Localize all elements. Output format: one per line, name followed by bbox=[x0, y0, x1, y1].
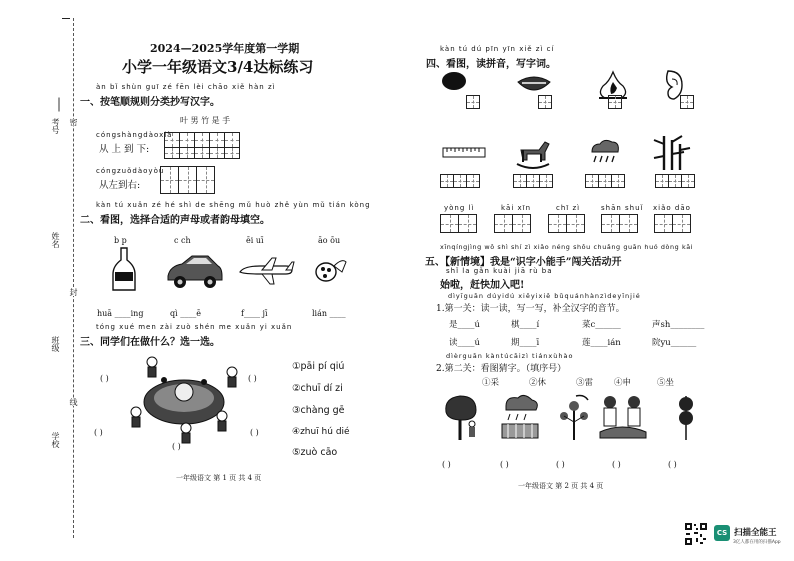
s5-char-5: ⑤坐 bbox=[657, 378, 675, 388]
s5-r2-3[interactable]: 莲____ián bbox=[582, 338, 621, 348]
s5-paren-2[interactable]: ( ) bbox=[500, 460, 509, 469]
s5-paren-3[interactable]: ( ) bbox=[556, 460, 565, 469]
tree-person-image bbox=[442, 392, 482, 442]
s3-option-5: ⑤zuò cāo bbox=[292, 447, 338, 458]
s1-row2-label: 从左到右: bbox=[99, 180, 141, 191]
s4-word-py-1: yòng lì bbox=[444, 204, 475, 212]
ruler-image bbox=[442, 147, 486, 159]
s4-grid-3[interactable] bbox=[608, 95, 621, 109]
s1-row2-pinyin: cóngzuǒdàoyòu bbox=[96, 167, 165, 175]
s5-paren-5[interactable]: ( ) bbox=[668, 460, 677, 469]
s4-word-grid-5[interactable] bbox=[654, 214, 690, 233]
bottle-image bbox=[112, 246, 136, 292]
mark-xian: 线 bbox=[69, 398, 78, 406]
s1-row1-grid[interactable] bbox=[164, 132, 239, 148]
label-xingming: 姓名 bbox=[51, 232, 60, 248]
lotus-root-image bbox=[314, 256, 348, 286]
s2-blank-3[interactable]: f____ jī bbox=[241, 309, 268, 318]
footer-page-2: 一年级语文 第 2 页 共 4 页 bbox=[518, 482, 604, 490]
s4-word-grid-4[interactable] bbox=[601, 214, 637, 233]
s3-paren-3[interactable]: ( ) bbox=[94, 428, 103, 437]
s5-r2-2[interactable]: 期____ī bbox=[511, 338, 540, 348]
s5-pinyin-2: shǐ la gǎn kuài jiā rù ba bbox=[446, 267, 553, 275]
s2-blank-2[interactable]: qì ____ē bbox=[170, 309, 201, 318]
s5-pinyin-1: xīnqíngjìng wǒ shì shí zì xiǎo néng shǒu chuǎng guān huó dòng kāi bbox=[440, 243, 694, 251]
label-banji: 班级 bbox=[51, 336, 60, 352]
airplane-image bbox=[238, 256, 294, 286]
s5-q1-title: 1.第一关：读一读，写一写，补全汉字的音节。 bbox=[436, 304, 625, 314]
binding-line bbox=[73, 18, 74, 538]
rocking-horse-image bbox=[513, 136, 553, 170]
kaohao-line bbox=[59, 98, 60, 112]
exam-title: 小学一年级语文3/4达标练习 bbox=[122, 58, 314, 76]
s4-grid-2[interactable] bbox=[538, 95, 551, 109]
s4-grid-4[interactable] bbox=[680, 95, 693, 109]
camscanner-slogan: 3亿人都在用的扫描App bbox=[733, 540, 781, 545]
rain-field-image bbox=[498, 394, 542, 440]
camscanner-name: 扫描全能王 bbox=[734, 528, 777, 538]
s5-r2-1[interactable]: 读____ú bbox=[449, 338, 480, 348]
s3-paren-2[interactable]: ( ) bbox=[248, 374, 257, 383]
s3-paren-5[interactable]: ( ) bbox=[172, 442, 181, 451]
label-kaohao: 考号 bbox=[51, 118, 60, 134]
bamboo-image bbox=[650, 134, 694, 172]
s5-q2-pinyin: dìèrguān kàntúcāizì tiánxùhào bbox=[446, 352, 574, 360]
s5-char-4: ④申 bbox=[614, 378, 632, 388]
s2-pair-3: ēi uī bbox=[246, 236, 264, 245]
s5-char-1: ①采 bbox=[482, 378, 500, 388]
footer-page-1: 一年级语文 第 1 页 共 4 页 bbox=[176, 474, 262, 482]
s5-char-3: ③雷 bbox=[576, 378, 594, 388]
s1-row1-label: 从 上 到 下: bbox=[99, 144, 150, 155]
s1-row1-pinyin: cóngshàngdàoxià bbox=[96, 131, 173, 139]
s2-pair-1: b p bbox=[114, 236, 127, 245]
car-image bbox=[166, 254, 222, 288]
black-oval-image bbox=[441, 71, 467, 91]
s5-title-1: 五、【新情境】我是“识字小能手”闯关活动开 bbox=[425, 257, 622, 268]
rain-cloud-image bbox=[586, 138, 622, 168]
s3-option-2: ②chuī dí zi bbox=[292, 383, 343, 394]
sitting-kids-image bbox=[598, 392, 648, 442]
s4-grid-6[interactable] bbox=[513, 174, 552, 188]
camscanner-logo-icon: CS bbox=[714, 525, 730, 541]
s4-word-grid-3[interactable] bbox=[548, 214, 584, 233]
s1-row2-grid[interactable] bbox=[160, 166, 214, 194]
s3-option-4: ④zhuī hú dié bbox=[292, 427, 350, 437]
s5-paren-4[interactable]: ( ) bbox=[612, 460, 621, 469]
s1-chars: 叶 男 竹 是 手 bbox=[180, 116, 231, 125]
label-xuexiao: 学校 bbox=[51, 432, 60, 448]
s4-word-py-3: chī zì bbox=[556, 204, 581, 212]
s4-pinyin: kàn tú dú pīn yīn xiě zì cí bbox=[440, 45, 555, 53]
s4-word-grid-2[interactable] bbox=[494, 214, 530, 233]
mark-feng: 封 bbox=[69, 288, 78, 296]
s5-r1-2[interactable]: 棋____í bbox=[511, 320, 540, 330]
mouth-image bbox=[516, 74, 552, 96]
binding-top-mark bbox=[62, 18, 70, 19]
s5-r2-4[interactable]: 院yu______ bbox=[652, 338, 697, 348]
s4-grid-1[interactable] bbox=[466, 95, 479, 109]
s4-grid-7[interactable] bbox=[585, 174, 624, 188]
s4-word-grid-1[interactable] bbox=[440, 214, 476, 233]
s1-title: 一、按笔顺规则分类抄写汉字。 bbox=[80, 97, 220, 108]
picking-plant-image bbox=[556, 392, 592, 442]
s1-row1-grid2[interactable] bbox=[164, 147, 239, 159]
s2-pair-4: āo ōu bbox=[318, 236, 341, 245]
s4-grid-5[interactable] bbox=[440, 174, 479, 188]
s5-r1-4[interactable]: 声sh________ bbox=[652, 320, 705, 330]
s5-r1-3[interactable]: 菜c______ bbox=[582, 320, 621, 330]
s3-option-1: ①pāi pí qiú bbox=[292, 361, 345, 372]
s4-title: 四、看图，读拼音，写字词。 bbox=[426, 59, 556, 70]
s2-pair-2: c ch bbox=[174, 236, 191, 245]
s5-paren-1[interactable]: ( ) bbox=[442, 460, 451, 469]
s5-q1-pinyin: dìyīguān dúyidú xiěyixiě bǔquánhànzìdeyīnjié bbox=[448, 292, 641, 300]
s5-char-2: ②休 bbox=[529, 378, 547, 388]
s4-word-py-5: xiǎo dāo bbox=[653, 204, 691, 212]
s4-word-py-4: shān shuǐ bbox=[601, 204, 644, 212]
s2-blank-1[interactable]: huā ____ing bbox=[97, 309, 144, 318]
skewer-image bbox=[674, 394, 698, 440]
s3-title: 三、同学们在做什么？选一选。 bbox=[80, 337, 220, 348]
s3-paren-4[interactable]: ( ) bbox=[250, 428, 259, 437]
s5-q2-title: 2.第二关：看图猜字。（填序号） bbox=[436, 364, 567, 374]
s2-title: 二、看图，选择合适的声母或者韵母填空。 bbox=[80, 215, 270, 226]
school-year: 2024—2025学年度第一学期 bbox=[150, 42, 300, 55]
s3-option-3: ③chàng gē bbox=[292, 405, 345, 416]
s5-r1-1[interactable]: 是____ú bbox=[449, 320, 480, 330]
s4-word-py-2: kāi xīn bbox=[501, 204, 532, 212]
s3-paren-1[interactable]: ( ) bbox=[100, 374, 109, 383]
s4-grid-8[interactable] bbox=[655, 174, 694, 188]
s5-title-2: 始啦，赶快加入吧! bbox=[440, 280, 525, 291]
s2-pinyin: kàn tú xuǎn zé hé shì de shēng mǔ huò zhě yùn mǔ tián kòng bbox=[96, 201, 371, 209]
s2-blank-4[interactable]: lián ____ bbox=[312, 309, 346, 318]
mark-mi: 密 bbox=[69, 118, 78, 126]
qr-code-icon bbox=[684, 522, 708, 546]
s3-pinyin: tóng xué men zài zuò shén me xuǎn yi xuǎn bbox=[96, 323, 293, 331]
s1-pinyin: àn bǐ shùn guī zé fēn lèi chāo xiě hàn zì bbox=[96, 83, 276, 91]
